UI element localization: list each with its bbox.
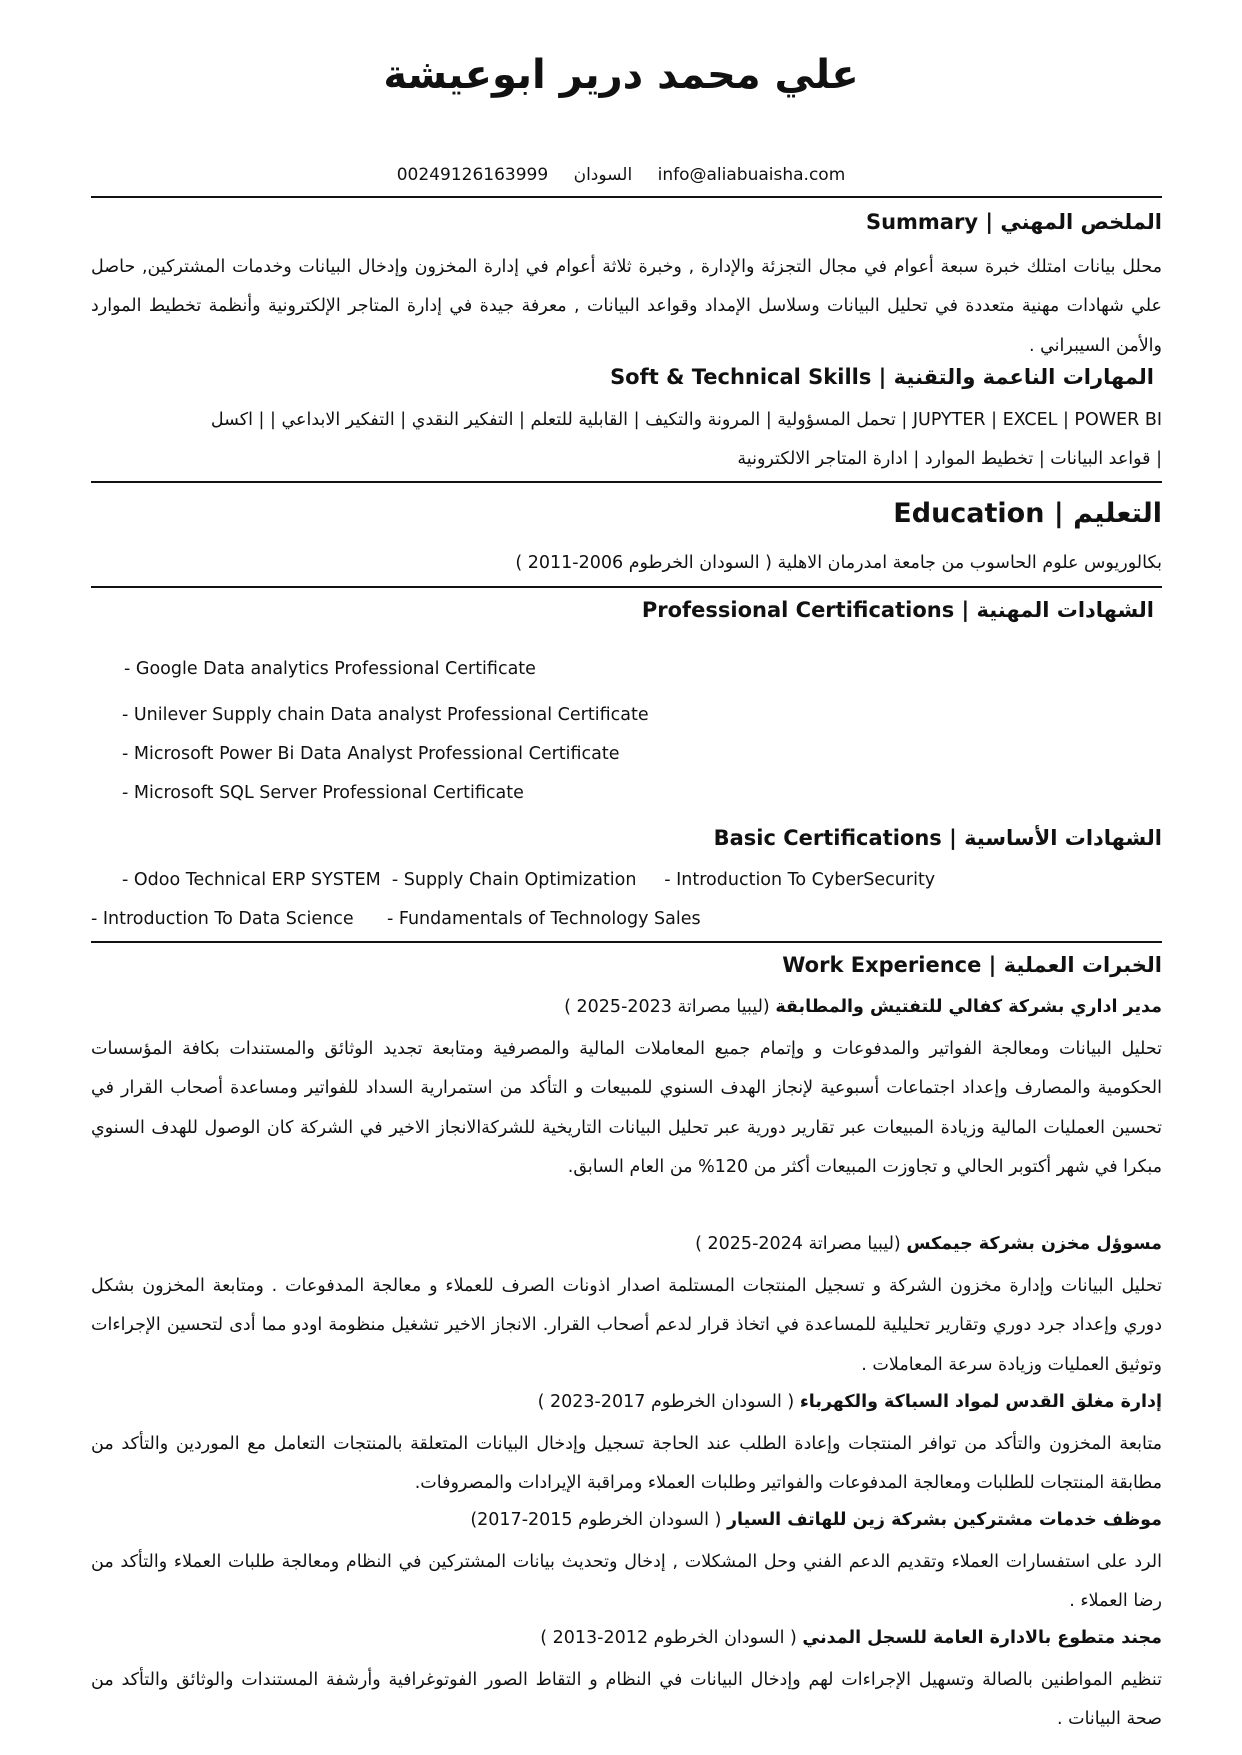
- summary-text: محلل بيانات امتلك خبرة سبعة أعوام في مجال التجزئة والإدارة , وخبرة ثلاثة أعوام في إدارة المخزون وإدخال البيانات وخدمات المشتركين, حاصل علي شهادات مهنية متعددة في تحليل البيانات وسلاسل الإمداد وقواعد البيانات , معرفة جيدة في إدارة المتاجر الإلكترونية وأنظمة تخطيط الموارد والأمن السيبراني .: [91, 257, 1162, 356]
- job-description: متابعة المخزون والتأكد من توافر المنتجات وإعادة الطلب عند الحاجة تسجيل وإدخال البيانات المتعلقة بالمنتجات التعامل مع الموردين والتأكد من مطابقة المنتجات للطلبات ومعالجة المدفوعات والفواتير وطلبات العملاء ومراقبة الإيرادات والمصروفات.: [91, 1434, 1162, 1494]
- candidate-name: علي محمد درير ابوعيشة: [383, 52, 859, 98]
- skills-heading: المهارات الناعمة والتقنية | Soft & Technical Skills: [610, 365, 1154, 389]
- job-title-line: [564, 997, 1162, 1017]
- contact-email[interactable]: info@aliabuaisha.com: [657, 165, 846, 185]
- education-heading: التعليم | Education: [893, 498, 1162, 529]
- job-title-line: [538, 1392, 1162, 1412]
- job-title: مجند متطوع بالادارة العامة للسجل المدني: [802, 1628, 1162, 1648]
- job-meta: ( السودان الخرطوم 2017-2023 ): [537, 1392, 795, 1412]
- skills-line-2: | قواعد البيانات | تخطيط الموارد | ادارة المتاجر الالكترونية: [737, 449, 1162, 469]
- professional-certifications-heading: الشهادات المهنية | Professional Certifications: [641, 598, 1154, 622]
- job-title: مسوؤل مخزن بشركة جيمكس: [906, 1234, 1162, 1254]
- skills-line-1: JUPYTER | EXCEL | POWER BI | تحمل المسؤولية | المرونة والتكيف | القابلية للتعلم | التفكير النقدي | التفكير الابداعي | | اكسل: [210, 410, 1162, 430]
- job-title-line: [540, 1628, 1162, 1648]
- certification-item: - Google Data analytics Professional Certificate: [124, 659, 536, 679]
- divider: [91, 196, 1162, 198]
- job-description: تحليل البيانات ومعالجة الفواتير والمدفوعات و وإتمام جميع المعاملات المالية والمصرفية ومتابعة تجديد الوثائق والمستندات بكافة المؤسسات الحكومية والمصارف وإعداد اجتماعات أسبوعية لإنجاز الهدف السنوي للمبيعات و التأكد من استمرارية السداد للفواتير ومساعدة أصحاب القرار في تحسين العمليات المالية وزيادة المبيعات عبر تقارير دورية عبر تحليل البيانات التاريخية للشركةالانجاز الاخير في الشركة كان الوصول للهدف السنوي مبكرا في شهر أكتوبر الحالي و تجاوزت المبيعات أكثر من 120% من العام السابق.: [91, 1039, 1162, 1178]
- summary-heading: الملخص المهني | Summary: [865, 210, 1162, 234]
- contact-line: [0, 165, 1242, 185]
- job-description: الرد على استفسارات العملاء وتقديم الدعم الفني وحل المشكلات , إدخال وتحديث بيانات المشتركين في النظام ومعالجة طلبات العملاء والتأكد من رضا العملاء .: [91, 1552, 1162, 1612]
- basic-certifications-heading: الشهادات الأساسية | Basic Certifications: [713, 826, 1162, 850]
- job-title: مدير اداري بشركة كفالي للتفتيش والمطابقة: [775, 997, 1162, 1017]
- job-meta: (ليبيا مصراتة 2024-2025 ): [695, 1234, 901, 1254]
- job-description: تحليل البيانات وإدارة مخزون الشركة و تسجيل المنتجات المستلمة اصدار اذونات الصرف للعملاء و معالجة المدفوعات . ومتابعة المخزون بشكل دوري وإعداد جرد دوري وتقارير تحليلية للمساعدة في اتخاذ قرار لدعم أصحاب القرار. الانجاز الاخير تشغيل منظومة اودو مما أدى لتحسين الإجراءات وتوثيق العمليات وزيادة سرعة المعاملات .: [91, 1276, 1162, 1375]
- certification-item: - Microsoft SQL Server Professional Certificate: [122, 783, 524, 803]
- job-title-line: [470, 1510, 1162, 1530]
- education-entry: بكالوريوس علوم الحاسوب من جامعة امدرمان الاهلية ( السودان الخرطوم 2006-2011 ): [515, 553, 1162, 573]
- job-meta: ( السودان الخرطوم 2015-2017): [470, 1510, 722, 1530]
- certification-item: - Microsoft Power Bi Data Analyst Professional Certificate: [122, 744, 620, 764]
- basic-certifications-line-2: - Introduction To Data Science - Fundamentals of Technology Sales: [91, 909, 701, 929]
- contact-country: السودان: [573, 165, 633, 185]
- job-title: إدارة مغلق القدس لمواد السباكة والكهرباء: [799, 1392, 1162, 1412]
- job-meta: ( السودان الخرطوم 2012-2013 ): [540, 1628, 797, 1648]
- job-title-line: [695, 1234, 1162, 1254]
- divider: [91, 941, 1162, 943]
- divider: [91, 586, 1162, 588]
- job-meta: (ليبيا مصراتة 2023-2025 ): [564, 997, 770, 1017]
- job-title: موظف خدمات مشتركين بشركة زين للهاتف السيار: [726, 1510, 1162, 1530]
- basic-certifications-line-1: - Odoo Technical ERP SYSTEM - Supply Chain Optimization - Introduction To CyberSecurity: [122, 870, 936, 890]
- contact-phone: 00249126163999: [396, 165, 549, 185]
- certification-item: - Unilever Supply chain Data analyst Professional Certificate: [122, 705, 649, 725]
- job-description: تنظيم المواطنين بالصالة وتسهيل الإجراءات لهم وإدخال البيانات في النظام و التقاط الصور الفوتوغرافية وأرشفة المستندات والوثائق والتأكد من صحة البيانات .: [91, 1670, 1162, 1730]
- divider: [91, 481, 1162, 483]
- work-experience-heading: الخبرات العملية | Work Experience: [782, 953, 1162, 977]
